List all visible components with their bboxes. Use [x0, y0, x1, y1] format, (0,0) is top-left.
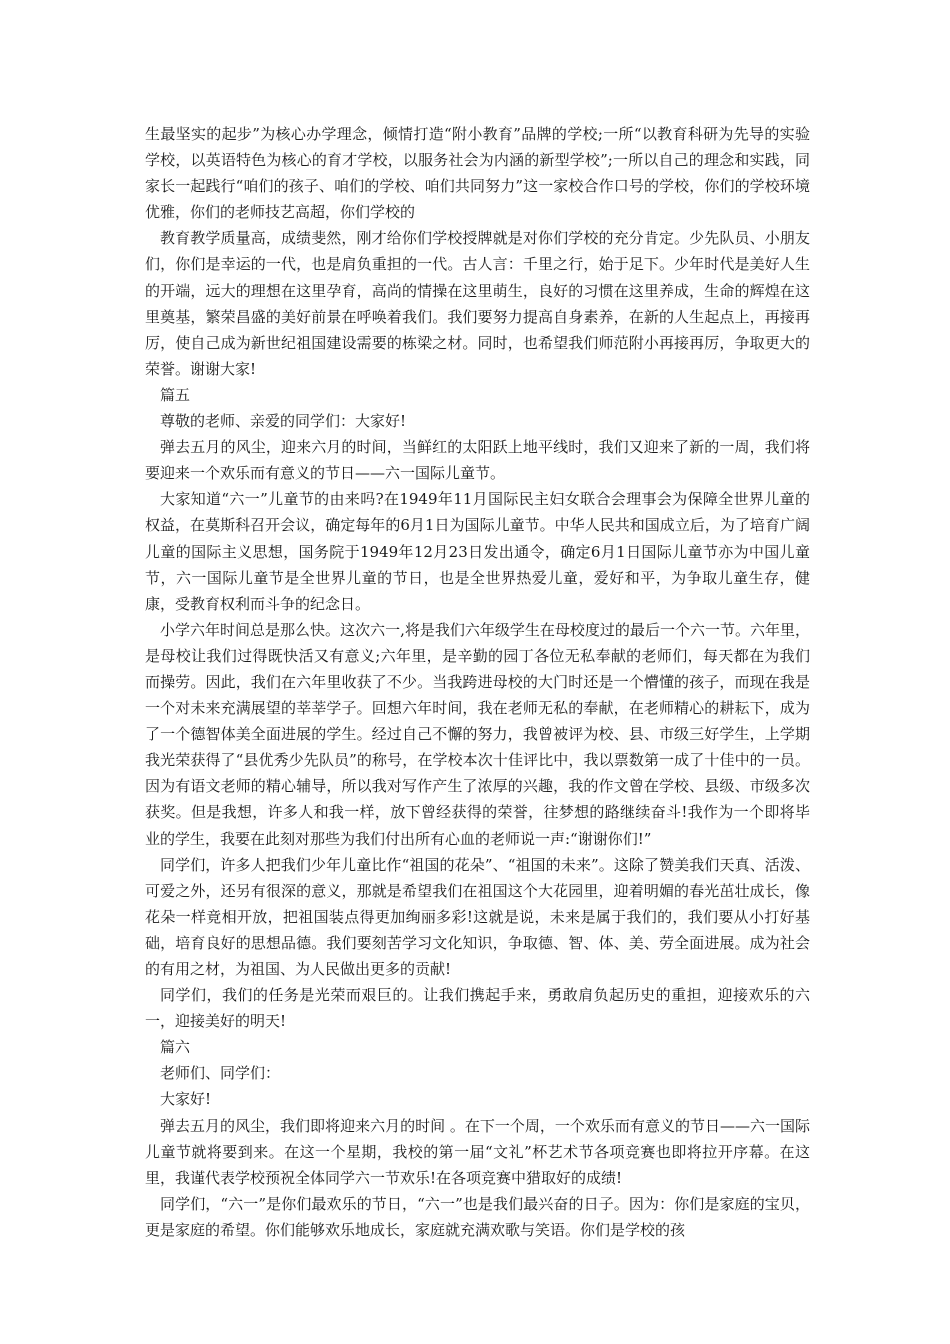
- paragraph-2: 教育教学质量高，成绩斐然，刚才给你们学校授牌就是对你们学校的充分肯定。少先队员、小朋友们，你们是幸运的一代，也是肩负重担的一代。古人言：千里之行，始于足下。少年时代是美好人生的开端，远大的理想在这里孕育，高尚的情操在这里萌生，良好的习惯在这里养成，生命的辉煌在这里奠基，繁荣昌盛的美好前景在呼唤着我们。我们要努力提高自身素养，在新的人生起点上，再接再厉，使自己成为新世纪祖国建设需要的栋梁之材。同时，也希望我们师范附小再接再厉，争取更大的荣誉。谢谢大家!: [145, 229, 810, 378]
- paragraph-hello: 大家好!: [160, 1090, 212, 1109]
- paragraph-9: 同学们，我们的任务是光荣而艰巨的。让我们携起手来，勇敢肩负起历史的重担，迎接欢乐的六一，迎接美好的明天!: [145, 986, 810, 1031]
- paragraph-6: 大家知道“六一”儿童节的由来吗?在1949年11月国际民主妇女联合会理事会为保障全世界儿童的权益，在莫斯科召开会议，确定每年的6月1日为国际儿童节。中华人民共和国成立后，为了培育广阔儿童的国际主义思想，国务院于1949年12月23日发出通令，确定6月1日国际儿童节亦为中国儿童节，六一国际儿童节是全世界儿童的节日，也是全世界热爱儿童，爱好和平，为争取儿童生存，健康，受教育权利而斗争的纪念日。: [145, 490, 810, 613]
- paragraph-greeting-6: 老师们、同学们：: [160, 1064, 281, 1083]
- paragraph-5: 弹去五月的风尘，迎来六月的时间，当鲜红的太阳跃上地平线时，我们又迎来了新的一周，我们将要迎来一个欢乐而有意义的节日——六一国际儿童节。: [145, 438, 810, 483]
- paragraph-8: 同学们，许多人把我们少年儿童比作“祖国的花朵”、“祖国的未来”。这除了赞美我们天真、活泼、可爱之外，还另有很深的意义，那就是希望我们在祖国这个大花园里，迎着明媚的春光茁壮成长，像花朵一样竟相开放，把祖国装点得更加绚丽多彩!这就是说，未来是属于我们的，我们要从小打好基础，培育良好的思想品德。我们要刻苦学习文化知识，争取德、智、体、美、劳全面进展。成为社会的有用之材，为祖国、为人民做出更多的贡献!: [145, 855, 810, 978]
- paragraph-14: 同学们，“六一”是你们最欢乐的节日，“六一”也是我们最兴奋的日子。因为：你们是家庭的宝贝，更是家庭的希望。你们能够欢乐地成长，家庭就充满欢歌与笑语。你们是学校的孩: [145, 1194, 810, 1239]
- paragraph-7: 小学六年时间总是那么快。这次六一,将是我们六年级学生在母校度过的最后一个六一节。六年里，是母校让我们过得既快活又有意义;六年里，是辛勤的园丁各位无私奉献的老师们，每天都在为我们而操劳。因此，我们在六年里收获了不少。当我跨进母校的大门时还是一个懵懂的孩子，而现在我是一个对未来充满展望的莘莘学子。回想六年时间，我在老师无私的奉献，在老师精心的耕耘下，成为了一个德智体美全面进展的学生。经过自己不懈的努力，我曾被评为校、县、市级三好学生，上学期我光荣获得了“县优秀少先队员”的称号，在学校本次十佳评比中，我以票数第一成了十佳中的一员。因为有语文老师的精心辅导，所以我对写作产生了浓厚的兴趣，我的作文曾在学校、县级、市级多次获奖。但是我想，许多人和我一样，放下曾经获得的荣誉，往梦想的路继续奋斗!我作为一个即将毕业的学生，我要在此刻对那些为我们付出所有心血的老师说一声:“谢谢你们!”: [145, 620, 810, 848]
- paragraph-greeting-5: 尊敬的老师、亲爱的同学们：大家好!: [160, 412, 407, 431]
- section-heading-5: 篇五: [160, 385, 191, 404]
- paragraph-1: 生最坚实的起步”为核心办学理念，倾情打造“附小教育”品牌的学校;一所“以教育科研为先导的实验学校，以英语特色为核心的育才学校，以服务社会为内涵的新型学校”;一所以自己的理念和实践，同家长一起践行“咱们的孩子、咱们的学校、咱们共同努力”这一家校合作口号的学校，你们的学校环境优雅，你们的老师技艺高超，你们学校的: [145, 125, 810, 222]
- document-page: [145, 121, 810, 1243]
- paragraph-13: 弹去五月的风尘，我们即将迎来六月的时间 。在下一个周，一个欢乐而有意义的节日——六一国际儿童节就将要到来。在这一个星期，我校的第一届“文礼”杯艺术节各项竞赛也即将拉开序幕。在这里，我谨代表学校预祝全体同学六一节欢乐!在各项竞赛中猎取好的成绩!: [145, 1116, 810, 1187]
- section-heading-6: 篇六: [160, 1038, 191, 1057]
